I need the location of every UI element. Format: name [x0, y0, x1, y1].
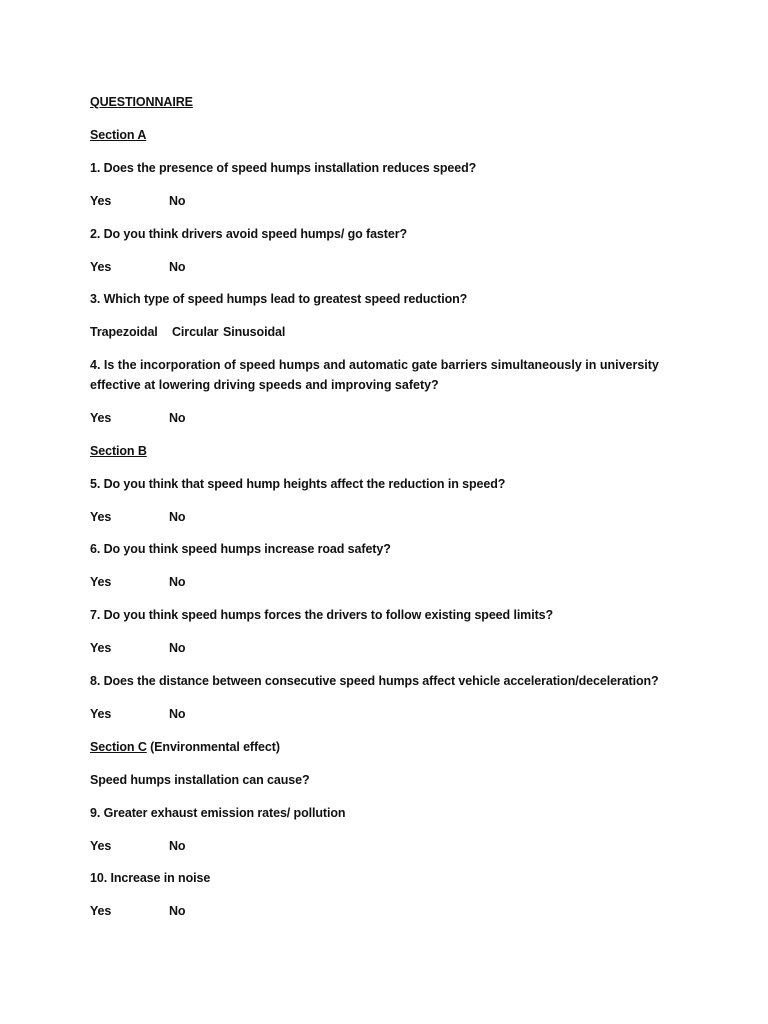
document-title: QUESTIONNAIRE — [90, 95, 193, 109]
option-no: No — [169, 575, 186, 589]
option-no: No — [169, 904, 186, 918]
option-yes: Yes — [90, 707, 112, 721]
option-trapezoidal: Trapezoidal — [90, 325, 158, 339]
option-yes: Yes — [90, 260, 112, 274]
option-no: No — [169, 260, 186, 274]
option-yes: Yes — [90, 839, 112, 853]
section-c-heading — [90, 740, 280, 754]
section-c-lead: Speed humps installation can cause? — [90, 773, 310, 787]
question-3: 3. Which type of speed humps lead to greatest speed reduction? — [90, 292, 468, 306]
option-circular: Circular — [172, 325, 219, 339]
question-5: 5. Do you think that speed hump heights affect the reduction in speed? — [90, 477, 506, 491]
option-no: No — [169, 194, 186, 208]
option-no: No — [169, 411, 186, 425]
section-b-heading: Section B — [90, 444, 147, 458]
question-10: 10. Increase in noise — [90, 871, 211, 885]
section-c-subtitle: (Environmental effect) — [146, 740, 280, 754]
option-no: No — [169, 510, 186, 524]
section-a-heading: Section A — [90, 128, 147, 142]
option-no: No — [169, 641, 186, 655]
option-yes: Yes — [90, 904, 112, 918]
section-c-title: Section C — [90, 740, 147, 754]
option-yes: Yes — [90, 575, 112, 589]
option-sinusoidal: Sinusoidal — [223, 325, 286, 339]
question-8: 8. Does the distance between consecutive speed humps affect vehicle acceleration/deceleration? — [90, 674, 659, 688]
option-no: No — [169, 707, 186, 721]
option-yes: Yes — [90, 510, 112, 524]
option-yes: Yes — [90, 194, 112, 208]
question-4: 4. Is the incorporation of speed humps and automatic gate barriers simultaneously in university effective at lowering driving speeds and improving safety? — [90, 358, 659, 392]
option-yes: Yes — [90, 641, 112, 655]
question-7: 7. Do you think speed humps forces the drivers to follow existing speed limits? — [90, 608, 554, 622]
question-9: 9. Greater exhaust emission rates/ pollution — [90, 806, 346, 820]
option-yes: Yes — [90, 411, 112, 425]
question-2: 2. Do you think drivers avoid speed humps/ go faster? — [90, 227, 407, 241]
option-no: No — [169, 839, 186, 853]
question-1: 1. Does the presence of speed humps installation reduces speed? — [90, 161, 477, 175]
question-6: 6. Do you think speed humps increase road safety? — [90, 542, 391, 556]
